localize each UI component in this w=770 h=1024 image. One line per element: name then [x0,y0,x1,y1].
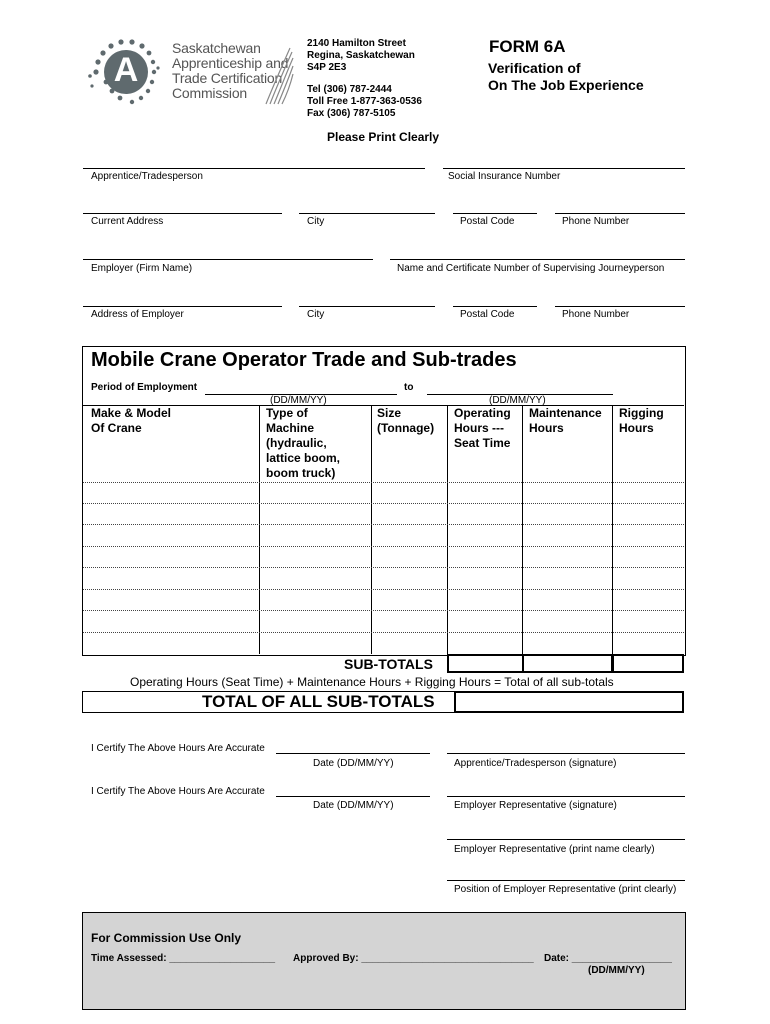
subtotal-maintenance[interactable] [522,654,613,673]
table-row[interactable] [83,567,684,568]
form-title: Verification of On The Job Experience [488,60,644,93]
col-divider [371,406,372,654]
phone-line[interactable] [555,213,685,214]
employer-postal-label: Postal Code [460,309,515,320]
print-instruction: Please Print Clearly [327,130,440,144]
postal-code-label: Postal Code [460,216,515,227]
sin-label: Social Insurance Number [448,171,561,182]
journeyperson-line[interactable] [390,259,685,260]
employer-label: Employer (Firm Name) [91,263,193,274]
col-header-maintenance: Maintenance Hours [529,406,602,435]
table-row[interactable] [83,546,684,547]
table-row[interactable] [83,610,684,611]
city-line[interactable] [299,213,435,214]
employer-address-line[interactable] [83,306,282,307]
city-label: City [307,216,325,227]
table-row[interactable] [83,632,684,633]
commission-title: For Commission Use Only [91,931,242,945]
col-header-make: Make & Model Of Crane [91,406,172,435]
col-divider [612,406,613,654]
employer-name-line[interactable] [447,839,685,840]
certify-date-label-2: Date (DD/MM/YY) [313,800,394,811]
employer-signature-line[interactable] [447,796,685,797]
employer-phone-line[interactable] [555,306,685,307]
current-address-label: Current Address [91,216,164,227]
commission-date-format: (DD/MM/YY) [588,965,645,976]
certify-date-line-1[interactable] [276,753,430,754]
apprentice-label: Apprentice/Tradesperson [91,171,203,182]
apprentice-signature-label: Apprentice/Tradesperson (signature) [454,758,617,769]
table-row[interactable] [83,589,684,590]
form-number: FORM 6A [489,37,566,56]
contact-info: Tel (306) 787-2444 Toll Free 1-877-363-0536 Fax (306) 787-5105 [307,84,422,119]
subtotal-operating[interactable] [447,654,524,673]
phone-label: Phone Number [562,216,630,227]
hours-formula: Operating Hours (Seat Time) + Maintenance Hours + Rigging Hours = Total of all sub-totals [130,675,614,689]
table-row[interactable] [83,482,684,483]
period-start-format: (DD/MM/YY) [270,395,327,406]
employer-line[interactable] [83,259,373,260]
commission-use-box [82,912,686,1010]
employer-phone-label: Phone Number [562,309,630,320]
sin-line[interactable] [443,168,685,169]
postal-code-line[interactable] [453,213,537,214]
col-divider [259,406,260,654]
certify-date-line-2[interactable] [276,796,430,797]
total-input[interactable] [454,691,684,713]
crane-section-title: Mobile Crane Operator Trade and Sub-trades [91,349,517,371]
period-end-format: (DD/MM/YY) [489,395,546,406]
certify-statement-2: I Certify The Above Hours Are Accurate [91,786,265,797]
subtotals-label: SUB-TOTALS [344,656,433,672]
employer-name-label: Employer Representative (print name clearly) [454,844,655,855]
col-divider [447,406,448,654]
apprentice-signature-line[interactable] [447,753,685,754]
logo [86,38,166,108]
employer-city-label: City [307,309,325,320]
certify-statement-1: I Certify The Above Hours Are Accurate [91,743,265,754]
employer-position-label: Position of Employer Representative (print clearly) [454,884,677,895]
total-label: TOTAL OF ALL SUB-TOTALS [202,692,435,711]
table-row[interactable] [83,524,684,525]
employer-position-line[interactable] [447,880,685,881]
employer-postal-line[interactable] [453,306,537,307]
time-assessed-field[interactable]: Time Assessed: ___________________ [91,953,276,964]
employer-address-label: Address of Employer [91,309,184,320]
current-address-line[interactable] [83,213,282,214]
subtotal-rigging[interactable] [612,654,684,673]
logo-letter: A [113,51,139,89]
org-name: Saskatchewan Apprenticeship and Trade Certification Commission [172,40,289,101]
period-to-label: to [404,382,414,393]
col-header-rigging: Rigging Hours [619,406,664,435]
stripes-icon [264,46,294,106]
employer-city-line[interactable] [299,306,435,307]
col-header-size: Size (Tonnage) [377,406,435,435]
mailing-address: 2140 Hamilton Street Regina, Saskatchewan S4P 2E3 [307,38,415,73]
approved-by-field[interactable]: Approved By: _______________________________ [293,953,534,964]
journeyperson-label: Name and Certificate Number of Supervising Journeyperson [397,263,665,274]
col-header-type: Type of Machine (hydraulic, lattice boom, boom truck) [266,406,341,480]
apprentice-line[interactable] [83,168,425,169]
col-header-operating: Operating Hours --- Seat Time [454,406,511,450]
table-row[interactable] [83,503,684,504]
employer-signature-label: Employer Representative (signature) [454,800,617,811]
certify-date-label-1: Date (DD/MM/YY) [313,758,394,769]
col-divider [522,406,523,654]
commission-date-field[interactable]: Date: __________________ [544,953,672,964]
period-label: Period of Employment [91,382,198,393]
